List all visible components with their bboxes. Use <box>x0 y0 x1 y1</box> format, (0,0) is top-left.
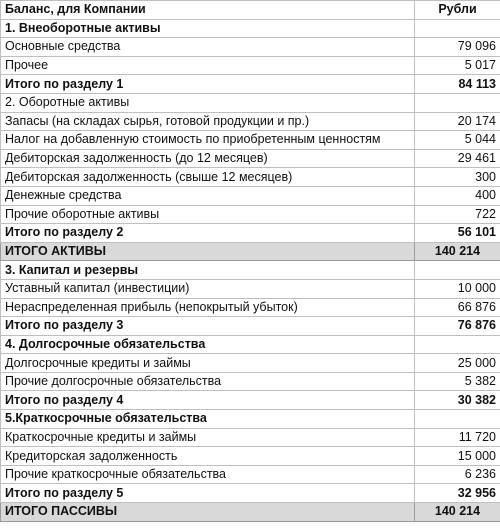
row-label: Прочие оборотные активы <box>1 205 415 224</box>
section-row <box>1 224 500 243</box>
grand-total-row <box>1 503 500 522</box>
row-value <box>415 410 500 429</box>
row-label: Запасы (на складах сырья, готовой продукции и пр.) <box>1 112 415 131</box>
table-row <box>1 279 500 298</box>
row-value: 5 382 <box>415 372 500 391</box>
row-label: 1. Внеоборотные активы <box>1 19 415 38</box>
header-title: Баланс, для Компании <box>1 1 415 20</box>
row-label: Итого по разделу 4 <box>1 391 415 410</box>
table-row <box>1 205 500 224</box>
row-value: 15 000 <box>415 447 500 466</box>
table-row <box>1 93 500 112</box>
row-label: Прочие долгосрочные обязательства <box>1 372 415 391</box>
grand-total-row <box>1 242 500 261</box>
section-row <box>1 391 500 410</box>
table-row <box>1 298 500 317</box>
row-label: ИТОГО ПАССИВЫ <box>1 503 415 522</box>
row-value: 56 101 <box>415 224 500 243</box>
section-row <box>1 484 500 503</box>
row-value: 29 461 <box>415 149 500 168</box>
row-label: Налог на добавленную стоимость по приобретенным ценностям <box>1 131 415 150</box>
row-label: 2. Оборотные активы <box>1 93 415 112</box>
row-value: 20 174 <box>415 112 500 131</box>
table-row <box>1 447 500 466</box>
table-row <box>1 372 500 391</box>
row-value: 25 000 <box>415 354 500 373</box>
row-value: 5 044 <box>415 131 500 150</box>
table-row <box>1 131 500 150</box>
row-value: 76 876 <box>415 317 500 336</box>
row-label: ИТОГО АКТИВЫ <box>1 242 415 261</box>
table-row <box>1 428 500 447</box>
header-currency: Рубли <box>415 1 500 20</box>
table-row <box>1 168 500 187</box>
section-row <box>1 19 500 38</box>
row-value: 6 236 <box>415 465 500 484</box>
row-value: 722 <box>415 205 500 224</box>
row-label: Основные средства <box>1 38 415 57</box>
table-row <box>1 38 500 57</box>
row-value: 84 113 <box>415 75 500 94</box>
header-row <box>1 1 500 20</box>
row-value: 140 214 <box>415 242 500 261</box>
table-row <box>1 354 500 373</box>
row-label: Прочее <box>1 56 415 75</box>
row-label: 5.Краткосрочные обязательства <box>1 410 415 429</box>
row-label: Прочие краткосрочные обязательства <box>1 465 415 484</box>
row-value <box>415 19 500 38</box>
row-label: Кредиторская задолженность <box>1 447 415 466</box>
row-value: 32 956 <box>415 484 500 503</box>
table-row <box>1 465 500 484</box>
row-value <box>415 335 500 354</box>
row-value: 400 <box>415 186 500 205</box>
row-value: 30 382 <box>415 391 500 410</box>
section-row <box>1 261 500 280</box>
row-label: Дебиторская задолженность (свыше 12 месяцев) <box>1 168 415 187</box>
table-row <box>1 112 500 131</box>
table-row <box>1 149 500 168</box>
section-row <box>1 410 500 429</box>
row-value: 79 096 <box>415 38 500 57</box>
row-label: Итого по разделу 2 <box>1 224 415 243</box>
row-label: Дебиторская задолженность (до 12 месяцев) <box>1 149 415 168</box>
row-label: Денежные средства <box>1 186 415 205</box>
table-row <box>1 186 500 205</box>
row-label: Итого по разделу 3 <box>1 317 415 336</box>
row-label: Итого по разделу 5 <box>1 484 415 503</box>
section-row <box>1 317 500 336</box>
row-value: 10 000 <box>415 279 500 298</box>
row-label: Итого по разделу 1 <box>1 75 415 94</box>
section-row <box>1 75 500 94</box>
row-value: 66 876 <box>415 298 500 317</box>
row-value: 300 <box>415 168 500 187</box>
row-label: Краткосрочные кредиты и займы <box>1 428 415 447</box>
row-label: 3. Капитал и резервы <box>1 261 415 280</box>
row-label: Нераспределенная прибыль (непокрытый убыток) <box>1 298 415 317</box>
row-label: Долгосрочные кредиты и займы <box>1 354 415 373</box>
row-label: 4. Долгосрочные обязательства <box>1 335 415 354</box>
row-value: 140 214 <box>415 503 500 522</box>
row-value: 5 017 <box>415 56 500 75</box>
table-row <box>1 56 500 75</box>
table-body <box>1 19 500 521</box>
row-value <box>415 93 500 112</box>
row-label: Уставный капитал (инвестиции) <box>1 279 415 298</box>
section-row <box>1 335 500 354</box>
row-value: 11 720 <box>415 428 500 447</box>
row-value <box>415 261 500 280</box>
